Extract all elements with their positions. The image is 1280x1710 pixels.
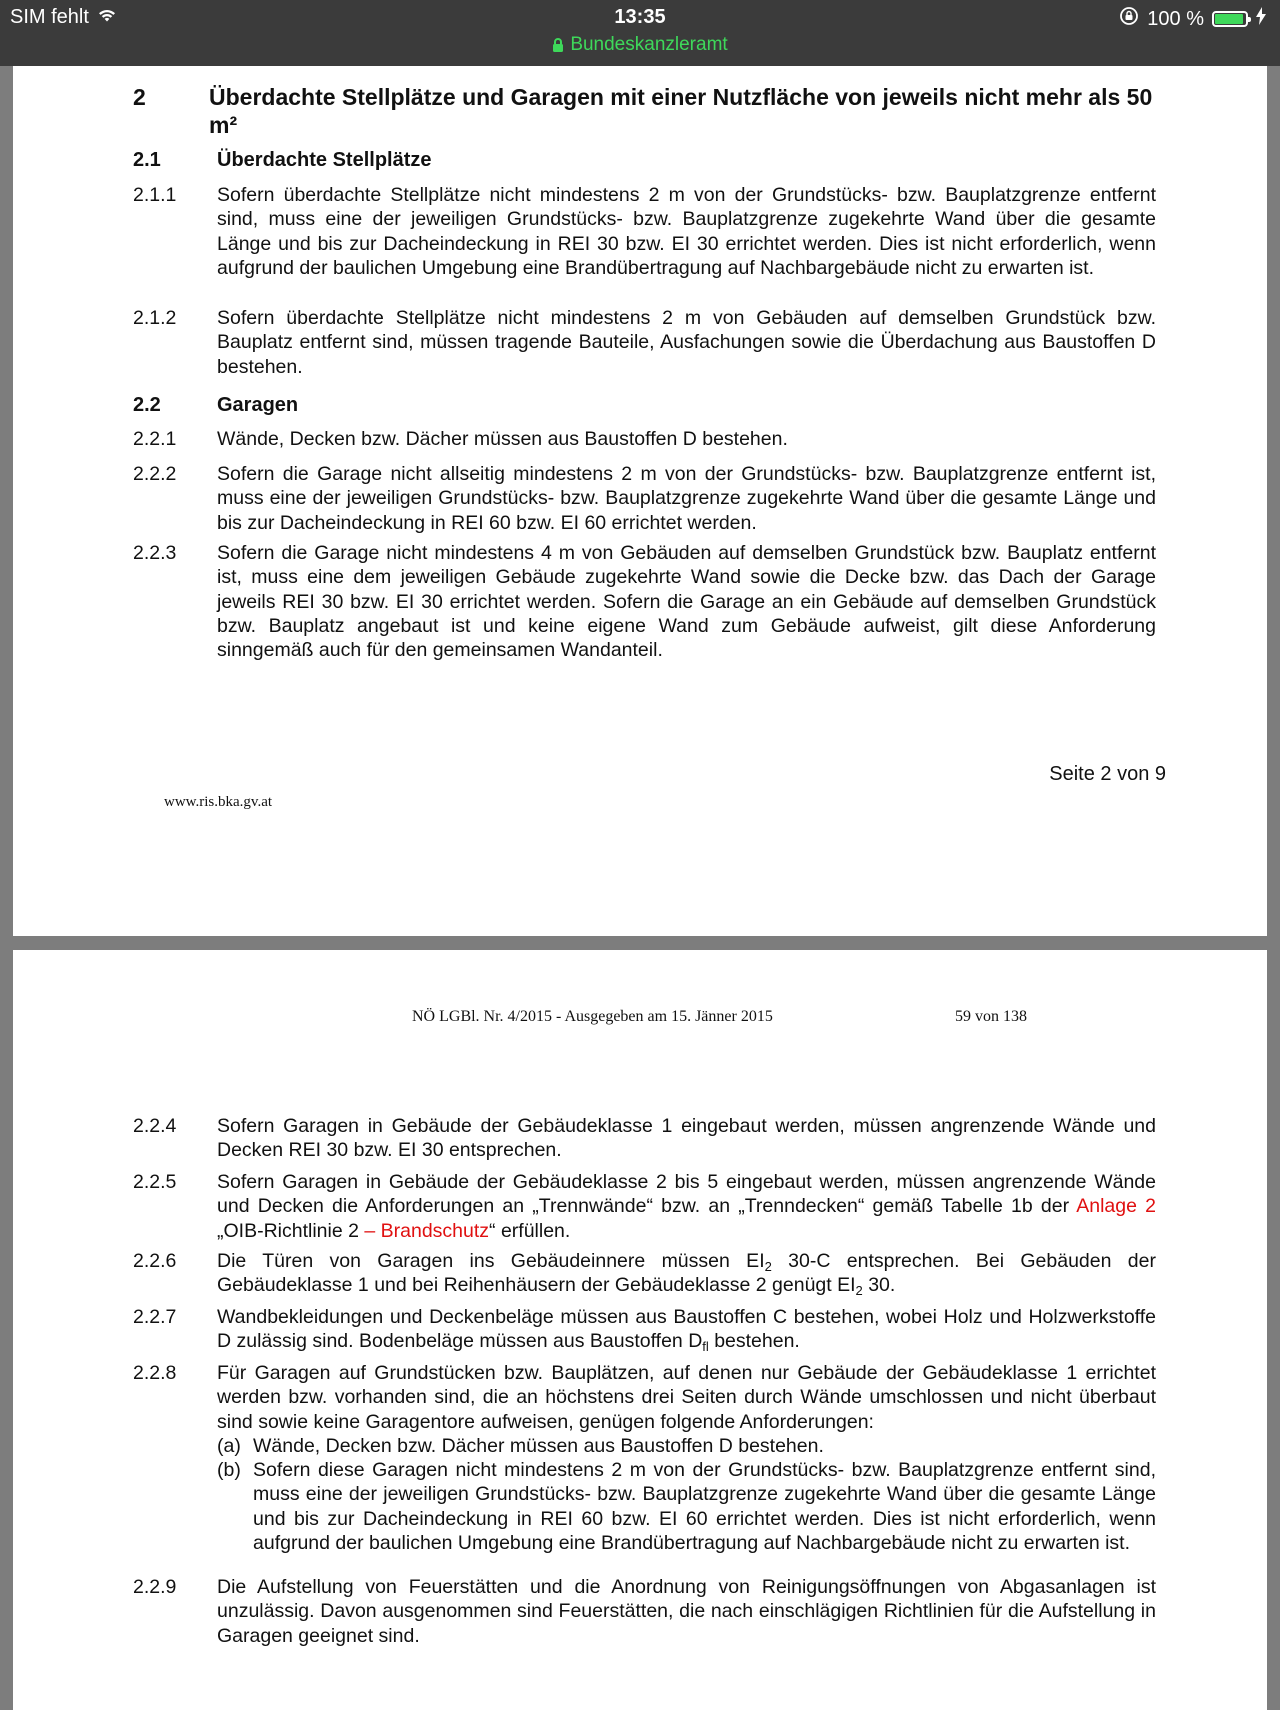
rotation-lock-icon [1119, 6, 1139, 32]
battery-icon [1212, 11, 1248, 27]
paragraph-number: 2.2.4 [133, 1115, 177, 1137]
list-label: (b) [217, 1459, 241, 1482]
paragraph-text: Sofern überdachte Stellplätze nicht mindestens 2 m von Gebäuden auf demselben Grundstück bzw. Bauplatz entfernt sind, müssen tragende Bauteile, Ausfachungen sowie die Überdachung aus Baustoffen D bestehen. [217, 307, 1156, 378]
paragraph-text: Die Aufstellung von Feuerstätten und die Anordnung von Reinigungsöffnungen von Abgasanlagen ist unzulässig. Davon ausgenommen sind Feuerstätten, die nach einschlägigen Richtlinien für die Aufstellung in Garagen geeignet sind. [217, 1576, 1156, 1647]
section-title: Überdachte Stellplätze und Garagen mit einer Nutzfläche von jeweils nicht mehr als 50 m² [209, 84, 1153, 138]
list-text: Wände, Decken bzw. Dächer müssen aus Baustoffen D bestehen. [253, 1434, 824, 1457]
paragraph-body [217, 1361, 1156, 1555]
annex-link[interactable]: Anlage 2 [1076, 1195, 1157, 1218]
list-text: Sofern diese Garagen nicht mindestens 2 m von der Grundstücks- bzw. Bauplatzgrenze entfernt sind, muss eine der jeweiligen Grundstücks- bzw. Bauplatzgrenze zugekehrte Wand über die gesamte Länge und bis zur Dacheindeckung in REI 60 bzw. EI 60 errichtet werden. Dies ist nicht erforderlich, wenn aufgrund der baulichen Umgebung eine Brandübertragung auf Nachbargebäude nicht zu erwarten ist. [253, 1459, 1156, 1555]
document-page-1 [13, 66, 1267, 936]
battery-percent: 100 % [1147, 7, 1204, 30]
carrier-label: SIM fehlt [10, 6, 89, 28]
paragraph-text [217, 1170, 1156, 1243]
paragraph-text: Sofern überdachte Stellplätze nicht mindestens 2 m von der Grundstücks- bzw. Bauplatzgrenze entfernt sind, muss eine der jeweiligen Grundstücks- bzw. Bauplatzgrenze zugekehrte Wand über die gesamte Länge und bis zur Dacheindeckung in REI 30 bzw. EI 30 errichtet werden. Dies ist nicht erforderlich, wenn aufgrund der baulichen Umgebung eine Brandübertragung auf Nachbargebäude nicht zu erwarten ist. [217, 184, 1156, 279]
paragraph-text [217, 1305, 1156, 1354]
page-header-title: NÖ LGBl. Nr. 4/2015 - Ausgegeben am 15. Jänner 2015 [412, 1008, 773, 1025]
paragraph-text: Für Garagen auf Grundstücken bzw. Bauplätzen, auf denen nur Gebäude der Gebäudeklasse 1 errichtet werden bzw. vorhanden sind, die an höchstens drei Seiten durch Wände umschlossen und nicht überbaut sind sowie keine Garagentore aufweisen, genügen folgende Anforderungen: [217, 1362, 1156, 1433]
list-item-b [217, 1458, 1156, 1555]
document-page-2 [13, 950, 1267, 1710]
status-right [1119, 6, 1266, 32]
paragraph-number: 2.2.8 [133, 1362, 177, 1384]
subsection-number: 2.1 [133, 149, 161, 171]
text-segment: 30-C entsprechen. Bei Gebäuden der Gebäudeklasse 1 und bei Reihenhäusern der Gebäudeklasse 2 genügt EI [217, 1250, 1156, 1297]
subsection-number: 2.2 [133, 394, 161, 416]
paragraph-number: 2.2.2 [133, 463, 177, 485]
paragraph-text [217, 1249, 1156, 1298]
subsection-title: Garagen [217, 394, 299, 416]
section-number: 2 [133, 84, 146, 110]
status-bar [0, 0, 1280, 66]
list-label: (a) [217, 1434, 241, 1457]
site-domain[interactable] [0, 34, 1280, 58]
paragraph-number: 2.2.5 [133, 1171, 177, 1193]
brandschutz-link[interactable]: – Brandschutz [364, 1219, 490, 1242]
subsection-title: Überdachte Stellplätze [217, 149, 432, 171]
clock: 13:35 [614, 6, 666, 28]
list-item-a [217, 1434, 1156, 1458]
paragraph-number: 2.2.3 [133, 542, 177, 564]
text-segment: bestehen. [708, 1330, 800, 1353]
subscript: fl [702, 1339, 709, 1355]
text-segment: Wandbekleidungen und Deckenbeläge müssen aus Baustoffen C bestehen, wobei Holz und Holzwerkstoffe D zulässig sind. Bodenbeläge müssen aus Baustoffen D [217, 1306, 1156, 1353]
paragraph-number: 2.2.6 [133, 1250, 177, 1272]
text-segment: “ erfüllen. [489, 1219, 571, 1242]
charging-icon [1256, 7, 1266, 31]
text-segment: 30. [862, 1274, 896, 1297]
subscript: 2 [764, 1259, 772, 1274]
battery-fill [1215, 14, 1243, 24]
paragraph-number: 2.1.1 [133, 184, 177, 206]
text-segment: Die Türen von Garagen ins Gebäudeinnere müssen EI [217, 1250, 765, 1272]
paragraph-text: Sofern die Garage nicht mindestens 4 m von Gebäuden auf demselben Grundstück bzw. Bauplatz entfernt ist, muss eine dem jeweiligen Gebäude zugekehrte Wand sowie die Decke bzw. das Dach der Garage jeweils REI 30 bzw. EI 30 errichtet werden. Sofern die Garage an ein Gebäude auf demselben Grundstück bzw. Bauplatz angebaut ist und keine eigene Wand zum Gebäude aufweist, gilt diese Anforderung sinngemäß auch für den gemeinsamen Wandanteil. [217, 542, 1156, 662]
subscript: 2 [855, 1283, 863, 1299]
paragraph-text: Wände, Decken bzw. Dächer müssen aus Baustoffen D bestehen. [217, 428, 788, 450]
paragraph-number: 2.2.1 [133, 428, 177, 450]
paragraph-number: 2.1.2 [133, 307, 177, 329]
paragraph-number: 2.2.7 [133, 1306, 177, 1328]
text-segment: „OIB-Richtlinie 2 [217, 1219, 365, 1242]
paragraph-text: Sofern Garagen in Gebäude der Gebäudeklasse 1 eingebaut werden, müssen angrenzende Wände und Decken REI 30 bzw. EI 30 entsprechen. [217, 1115, 1156, 1162]
text-segment: Sofern Garagen in Gebäude der Gebäudeklasse 2 bis 5 eingebaut werden, müssen angrenzende Wände und Decken die Anforderungen an „Trennwände“ bzw. an „Trenndecken“ gemäß Tabelle 1b der [217, 1171, 1156, 1218]
domain-label: Bundeskanzleramt [570, 34, 728, 55]
page-header-number: 59 von 138 [955, 1008, 1027, 1025]
website-link[interactable]: www.ris.bka.gv.at [164, 794, 273, 810]
page-number: Seite 2 von 9 [1049, 763, 1166, 785]
paragraph-number: 2.2.9 [133, 1576, 177, 1598]
lock-icon [552, 36, 564, 58]
paragraph-text: Sofern die Garage nicht allseitig mindestens 2 m von der Grundstücks- bzw. Bauplatzgrenze entfernt ist, muss eine der jeweiligen Grundstücks- bzw. Bauplatzgrenze zugekehrte Wand über die gesamte Länge und bis zur Dacheindeckung in REI 60 bzw. EI 60 errichtet werden. [217, 463, 1156, 534]
